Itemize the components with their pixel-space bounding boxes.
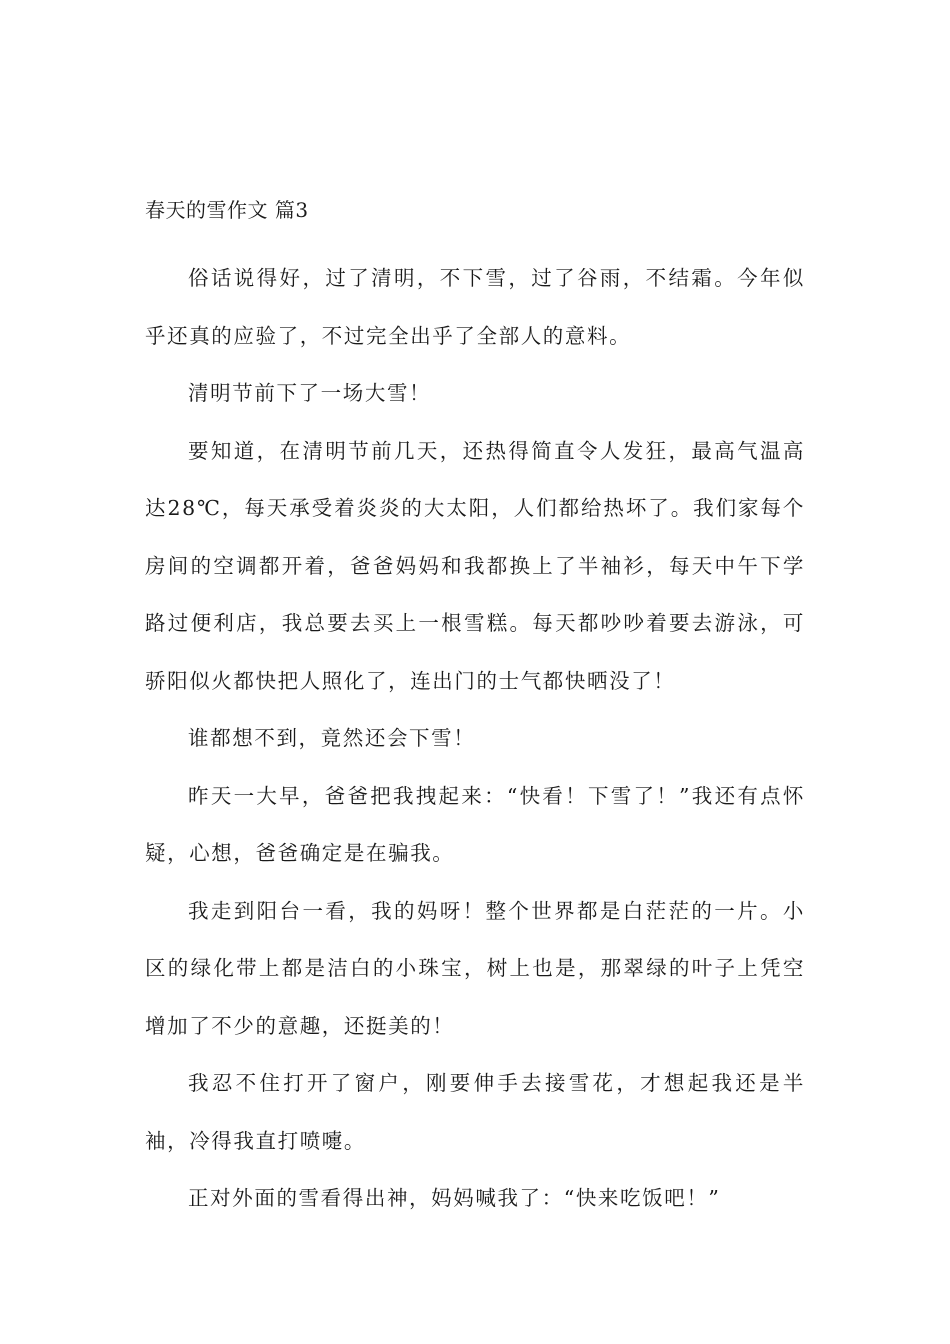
paragraph: 清明节前下了一场大雪！	[188, 381, 432, 405]
paragraph: 俗话说得好，过了清明，不下雪，过了谷雨，不结霜。今年似乎还真的应验了，不过完全出乎了全部人的意料。	[145, 266, 805, 348]
paragraph: 谁都想不到，竟然还会下雪！	[188, 726, 476, 750]
paragraph: 我忍不住打开了窗户，刚要伸手去接雪花，才想起我还是半袖，冷得我直打喷嚏。	[145, 1071, 805, 1153]
essay-body	[145, 250, 805, 1228]
essay-title: 春天的雪作文 篇3	[145, 198, 309, 222]
paragraph: 昨天一大早，爸爸把我拽起来：“快看！下雪了！”我还有点怀疑，心想，爸爸确定是在骗我。	[145, 783, 805, 865]
paragraph: 要知道，在清明节前几天，还热得简直令人发狂，最高气温高达28℃，每天承受着炎炎的大太阳，人们都给热坏了。我们家每个房间的空调都开着，爸爸妈妈和我都换上了半袖衫，每天中午下学路过便利店，我总要去买上一根雪糕。每天都吵吵着要去游泳，可骄阳似火都快把人照化了，连出门的士气都快晒没了！	[145, 438, 805, 693]
paragraph: 正对外面的雪看得出神，妈妈喊我了：“快来吃饭吧！”	[188, 1186, 721, 1210]
paragraph: 我走到阳台一看，我的妈呀！整个世界都是白茫茫的一片。小区的绿化带上都是洁白的小珠宝，树上也是，那翠绿的叶子上凭空增加了不少的意趣，还挺美的！	[145, 898, 805, 1038]
